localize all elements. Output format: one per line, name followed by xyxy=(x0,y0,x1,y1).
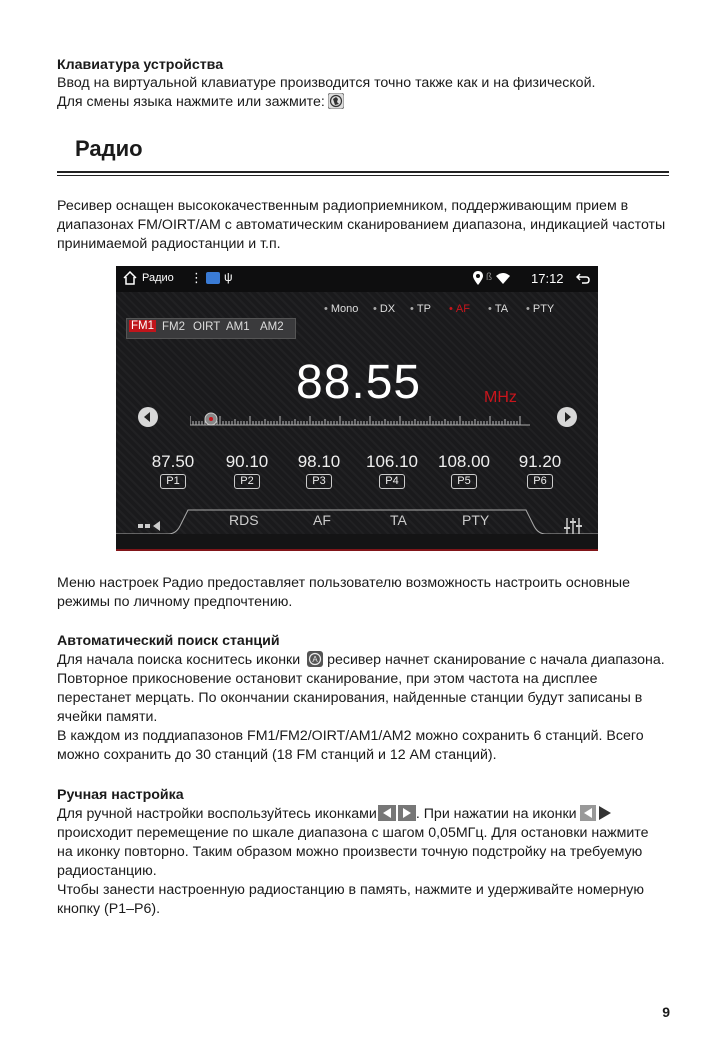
manual-text-6: кнопку (P1–P6). xyxy=(57,901,161,917)
usb-icon: ψ xyxy=(224,270,233,284)
flag-tp: • TP xyxy=(410,303,431,315)
manual-text-2: происходит перемещение по шкале диапазона с шагом 0,05МГц. Для остановки нажмите xyxy=(57,825,649,841)
tab-bar-frame xyxy=(116,502,598,551)
flag-af-label: AF xyxy=(455,303,470,315)
preset-button[interactable] xyxy=(143,453,203,489)
preset-label: P2 xyxy=(234,474,259,489)
preset-frequency: 90.10 xyxy=(225,452,269,471)
globe-icon xyxy=(328,93,344,109)
tab-af[interactable]: AF xyxy=(313,512,331,528)
back-icon[interactable] xyxy=(576,271,590,285)
chevron-right-icon xyxy=(557,407,577,427)
manual-text-4: радиостанцию. xyxy=(57,863,157,879)
seek-arrows-icon xyxy=(378,805,416,821)
autosearch-text-4: ячейки памяти. xyxy=(57,709,158,725)
preset-button[interactable] xyxy=(510,453,570,489)
page-number: 9 xyxy=(662,1004,670,1020)
preset-button[interactable] xyxy=(434,453,494,489)
equalizer-icon[interactable] xyxy=(564,518,582,534)
flag-dx: • DX xyxy=(373,303,396,315)
flag-mono-label: Mono xyxy=(330,303,359,315)
band-oirt[interactable]: OIRT xyxy=(193,321,221,333)
tab-ta[interactable]: TA xyxy=(390,512,407,528)
title-rule-bottom xyxy=(57,175,669,176)
manual-text-1 xyxy=(57,805,687,824)
tab-rds[interactable]: RDS xyxy=(229,512,259,528)
keyboard-heading: Клавиатура устройства xyxy=(57,57,224,73)
location-icon xyxy=(473,271,483,285)
autosearch-text-2: Повторное прикосновение остановит сканирование, при этом частота на дисплее xyxy=(57,671,598,687)
title-rule-top xyxy=(57,171,669,173)
wifi-icon xyxy=(496,272,510,284)
preset-label: P5 xyxy=(451,474,476,489)
frequency-unit: MHz xyxy=(484,389,517,406)
more-icon[interactable]: ⋮ xyxy=(190,270,203,285)
flag-ta-label: TA xyxy=(494,303,509,315)
preset-label: P4 xyxy=(379,474,404,489)
tab-pty[interactable]: PTY xyxy=(462,512,490,528)
flag-af: • AF xyxy=(449,303,470,315)
status-time: 17:12 xyxy=(531,271,564,286)
autosearch-text-6: можно сохранить до 30 станций (18 FM станций и 12 AM станций). xyxy=(57,747,497,763)
intro-text-2: диапазонах FM/OIRT/AM с автоматическим сканированием диапазона, индикацией частоты xyxy=(57,217,666,233)
autosearch-text-3: перестанет мерцать. По окончании сканирования, найденные станции будут записаны в xyxy=(57,690,643,706)
autosearch-text-1b: ресивер начнет сканирование с начала диапазона. xyxy=(327,652,665,668)
keyboard-text-2 xyxy=(57,93,687,112)
bluetooth-icon: ß xyxy=(486,272,493,283)
bottom-tab-bar xyxy=(116,502,598,551)
scale-marker-dot xyxy=(209,417,213,421)
preset-button[interactable] xyxy=(289,453,349,489)
auto-search-icon xyxy=(307,651,323,667)
radio-screen xyxy=(116,266,598,551)
band-fm2[interactable]: FM2 xyxy=(162,321,185,333)
flag-pty: • PTY xyxy=(526,303,555,315)
flag-dx-label: DX xyxy=(379,303,396,315)
preset-frequency: 98.10 xyxy=(297,452,341,471)
manual-text-5: Чтобы занести настроенную радиостанцию в память, нажмите и удерживайте номерную xyxy=(57,882,645,898)
preset-frequency: 87.50 xyxy=(151,452,195,471)
preset-label: P6 xyxy=(527,474,552,489)
flag-tp-label: TP xyxy=(416,303,431,315)
page-title: Радио xyxy=(75,136,143,161)
manual-heading: Ручная настройка xyxy=(57,787,184,803)
seek-arrows-icon-alt xyxy=(580,805,614,821)
manual-text-1a: Для ручной настройки воспользуйтесь иконками xyxy=(57,806,377,822)
intro-text-3: принимаемой радиостанции и т.п. xyxy=(57,236,281,252)
keyboard-text-2-label: Для смены языка нажмите или зажмите: xyxy=(57,94,325,110)
status-title: Радио xyxy=(142,272,174,284)
autosearch-text-1a: Для начала поиска коснитесь иконки xyxy=(57,652,301,668)
preset-label: P1 xyxy=(160,474,185,489)
flag-mono: • Mono xyxy=(324,303,359,315)
intro-text-1: Ресивер оснащен высококачественным радиоприемником, поддерживающим прием в xyxy=(57,198,629,214)
autosearch-text-1 xyxy=(57,651,687,670)
flag-ta: • TA xyxy=(488,303,509,315)
chevron-left-icon xyxy=(138,407,158,427)
frequency-scale[interactable] xyxy=(190,406,530,428)
preset-frequency: 108.00 xyxy=(438,452,490,471)
keyboard-text-1: Ввод на виртуальной клавиатуре производится точно также как и на физической. xyxy=(57,75,596,91)
home-icon[interactable] xyxy=(122,271,138,285)
preset-frequency: 106.10 xyxy=(366,452,418,471)
autosearch-text-5: В каждом из поддиапазонов FM1/FM2/OIRT/AM1/AM2 можно сохранить 6 станций. Всего xyxy=(57,728,644,744)
seek-left-button[interactable] xyxy=(138,407,158,427)
flag-pty-label: PTY xyxy=(532,303,555,315)
band-selector xyxy=(126,318,296,339)
preset-button[interactable] xyxy=(362,453,422,489)
frequency-display: 88.55 xyxy=(296,356,422,409)
manual-text-1b: . При нажатии на иконки xyxy=(415,806,577,822)
band-am2[interactable]: AM2 xyxy=(260,321,284,333)
manual-text-3: на иконку повторно. Таким образом можно произвести точную подстройку на требуемую xyxy=(57,844,643,860)
band-am1[interactable]: AM1 xyxy=(226,321,250,333)
preset-button[interactable] xyxy=(217,453,277,489)
photo-icon xyxy=(206,272,220,284)
scale-ticks xyxy=(190,416,520,425)
svg-text:A: A xyxy=(312,655,318,664)
preset-label: P3 xyxy=(306,474,331,489)
seek-right-button[interactable] xyxy=(557,407,577,427)
status-bar xyxy=(116,266,598,292)
menu-text-2: режимы по личному предпочтению. xyxy=(57,594,293,610)
menu-text-1: Меню настроек Радио предоставляет пользователю возможность настроить основные xyxy=(57,575,631,591)
band-fm1[interactable]: FM1 xyxy=(131,320,154,332)
preset-frequency: 91.20 xyxy=(518,452,562,471)
autosearch-heading: Автоматический поиск станций xyxy=(57,633,280,649)
prev-band-icon[interactable] xyxy=(138,520,168,532)
